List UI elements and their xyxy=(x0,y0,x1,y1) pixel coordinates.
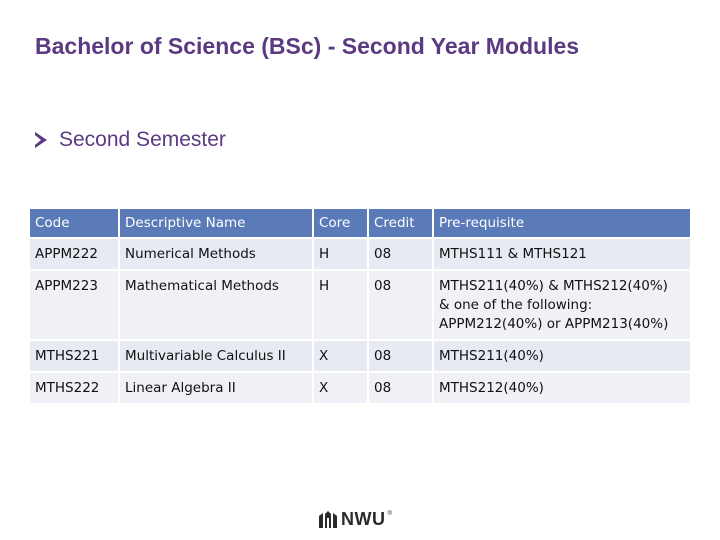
cell-core: H xyxy=(314,239,367,269)
registered-mark: ® xyxy=(387,511,392,517)
prereq-line: MTHS111 & MTHS121 xyxy=(439,246,587,262)
cell-credit: 08 xyxy=(369,239,432,269)
cell-code: APPM223 xyxy=(30,271,118,339)
semester-heading-text: Second Semester xyxy=(59,128,226,151)
cell-name: Multivariable Calculus II xyxy=(120,341,312,371)
cell-prerequisite xyxy=(434,373,690,403)
cell-credit: 08 xyxy=(369,341,432,371)
logo-text: NWU xyxy=(341,509,386,529)
cell-prerequisite xyxy=(434,271,690,339)
cell-name: Numerical Methods xyxy=(120,239,312,269)
nwu-logo-icon xyxy=(318,510,338,530)
header-core: Core xyxy=(314,209,367,237)
arrow-bullet-icon xyxy=(35,132,47,148)
table-row xyxy=(30,239,690,269)
slide-title: Bachelor of Science (BSc) - Second Year Modules xyxy=(35,33,580,59)
prereq-line: MTHS211(40%) & MTHS212(40%) xyxy=(439,278,668,294)
semester-heading xyxy=(35,128,226,152)
prereq-line: MTHS211(40%) xyxy=(439,348,544,364)
header-code: Code xyxy=(30,209,118,237)
cell-prerequisite xyxy=(434,239,690,269)
table-header-row xyxy=(30,209,690,237)
cell-credit: 08 xyxy=(369,271,432,339)
cell-code: APPM222 xyxy=(30,239,118,269)
prereq-line: MTHS212(40%) xyxy=(439,380,544,396)
header-descriptive-name: Descriptive Name xyxy=(120,209,312,237)
cell-code: MTHS222 xyxy=(30,373,118,403)
modules-table xyxy=(28,207,692,405)
prereq-line: APPM212(40%) or APPM213(40%) xyxy=(439,316,669,332)
cell-core: H xyxy=(314,271,367,339)
cell-name: Linear Algebra II xyxy=(120,373,312,403)
cell-core: X xyxy=(314,341,367,371)
cell-code: MTHS221 xyxy=(30,341,118,371)
table-row xyxy=(30,373,690,403)
cell-name: Mathematical Methods xyxy=(120,271,312,339)
table-row xyxy=(30,341,690,371)
cell-prerequisite xyxy=(434,341,690,371)
table-row xyxy=(30,271,690,339)
cell-credit: 08 xyxy=(369,373,432,403)
prereq-line: & one of the following: xyxy=(439,297,593,313)
nwu-logo xyxy=(318,509,392,530)
header-credit: Credit xyxy=(369,209,432,237)
header-prerequisite: Pre-requisite xyxy=(434,209,690,237)
cell-core: X xyxy=(314,373,367,403)
